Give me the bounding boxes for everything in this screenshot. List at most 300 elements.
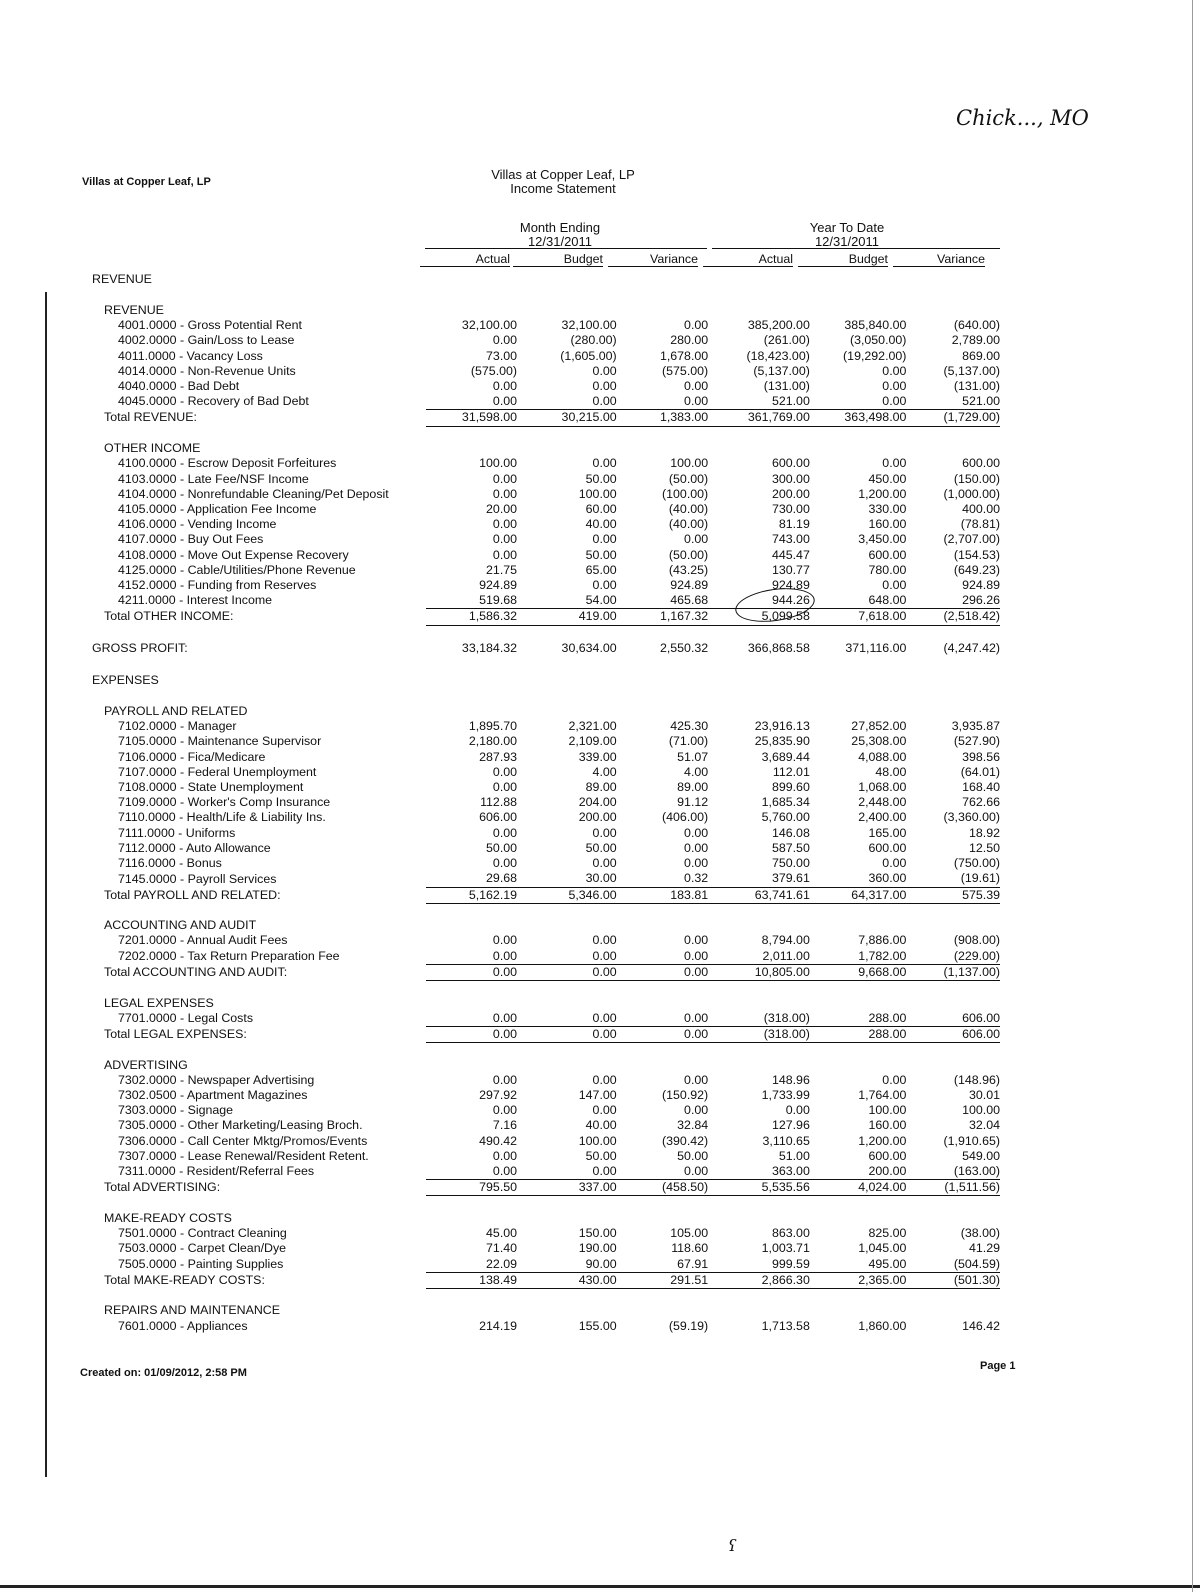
amount-cell: 100.00 (962, 1103, 1000, 1118)
amount-cell: 67.91 (677, 1256, 709, 1271)
table-row (88, 933, 1000, 948)
amount-cell: 780.00 (868, 562, 907, 577)
amount-cell: 40.00 (585, 517, 617, 532)
amount-cell: 3,935.87 (951, 719, 1000, 734)
table-row (88, 593, 1000, 609)
amount-cell: 31,598.00 (426, 410, 518, 426)
amount-cell: (1,137.00) (906, 964, 1000, 980)
account-label: 7311.0000 - Resident/Referral Fees (118, 1164, 315, 1179)
table-row (88, 364, 1000, 379)
amount-cell: (40.00) (668, 501, 709, 516)
account-label: 4002.0000 - Gain/Loss to Lease (118, 333, 295, 348)
amount-cell: 12.50 (968, 840, 1000, 855)
table-row (88, 1164, 1000, 1180)
amount-cell: 214.19 (479, 1318, 518, 1333)
table-row (88, 487, 1000, 502)
amount-cell: 825.00 (868, 1226, 907, 1241)
table-row (88, 871, 1000, 887)
table-row (88, 1241, 1000, 1256)
amount-cell: 0.00 (592, 933, 617, 948)
amount-cell: 1,200.00 (858, 1133, 907, 1148)
amount-cell: 3,110.65 (762, 1133, 810, 1148)
account-label: 7302.0500 - Apartment Magazines (118, 1088, 308, 1103)
amount-cell: 0.00 (517, 964, 617, 980)
account-label: 7201.0000 - Annual Audit Fees (118, 933, 288, 948)
amount-cell: (50.00) (668, 547, 709, 562)
amount-cell: 0.00 (492, 764, 518, 779)
amount-cell: (131.00) (763, 379, 810, 394)
amount-cell: 2,400.00 (858, 810, 907, 825)
amount-cell: (40.00) (668, 517, 709, 532)
amount-cell: 363,498.00 (810, 410, 907, 426)
amount-cell: 21.75 (486, 562, 518, 577)
amount-cell: 148.96 (771, 1072, 810, 1087)
amount-cell: 100.00 (479, 456, 518, 471)
amount-cell: 3,689.44 (761, 749, 810, 764)
amount-cell: 0.00 (684, 394, 709, 409)
amount-cell: 30,634.00 (561, 640, 617, 655)
amount-cell: 0.00 (785, 1103, 810, 1118)
amount-cell: 48.00 (875, 764, 907, 779)
amount-cell: 549.00 (962, 1148, 1000, 1163)
total-label: Total OTHER INCOME: (104, 609, 234, 624)
table-row (88, 394, 1000, 410)
table-row (88, 1011, 1000, 1027)
amount-cell: 0.00 (684, 1010, 709, 1025)
amount-cell: 398.56 (962, 749, 1000, 764)
table-row (88, 1226, 1000, 1241)
table-row (88, 532, 1000, 547)
amount-cell: 924.89 (479, 577, 518, 592)
amount-cell: (163.00) (953, 1164, 1000, 1179)
amount-cell: 8,794.00 (761, 933, 810, 948)
amount-cell: 300.00 (771, 471, 810, 486)
amount-cell: 0.00 (684, 933, 709, 948)
amount-cell: 0.00 (592, 456, 617, 471)
amount-cell: 0.00 (492, 532, 518, 547)
amount-cell: 0.00 (684, 1103, 709, 1118)
amount-cell: (38.00) (960, 1226, 1000, 1241)
amount-cell: 0.00 (426, 1026, 518, 1042)
account-label: 7306.0000 - Call Center Mktg/Promos/Events (118, 1133, 368, 1148)
amount-cell: 2,180.00 (468, 734, 518, 749)
amount-cell: 138.49 (426, 1272, 518, 1288)
section-label: REVENUE (92, 271, 152, 286)
amount-cell: 363.00 (771, 1164, 810, 1179)
table-row (88, 1118, 1000, 1133)
ytd-date: 12/31/2011 (814, 234, 880, 249)
month-header-rule (425, 248, 707, 249)
amount-cell: 280.00 (670, 333, 709, 348)
empty-cell (426, 303, 1000, 318)
table-row (88, 856, 1000, 871)
amount-cell: (19.61) (960, 871, 1000, 886)
amount-cell: 490.42 (479, 1133, 518, 1148)
amount-cell: (150.00) (953, 471, 1000, 486)
amount-cell: 287.93 (479, 749, 518, 764)
amount-cell: 0.00 (592, 532, 617, 547)
col-variance-month: Variance (608, 252, 698, 267)
table-row (88, 750, 1000, 765)
amount-cell: 0.00 (882, 1072, 907, 1087)
total-row (88, 1272, 1000, 1288)
amount-cell: (229.00) (953, 948, 1000, 963)
table-row (88, 949, 1000, 965)
table-row (88, 333, 1000, 348)
amount-cell: (318.00) (708, 1026, 810, 1042)
amount-cell: (458.50) (617, 1180, 709, 1196)
amount-cell: 0.00 (882, 379, 907, 394)
amount-cell: 379.61 (771, 871, 810, 886)
amount-cell: 1,782.00 (858, 948, 907, 963)
amount-cell: 0.00 (882, 363, 907, 378)
table-row (88, 456, 1000, 471)
account-label: 4040.0000 - Bad Debt (118, 379, 240, 394)
empty-cell (426, 704, 1000, 719)
account-label: 4014.0000 - Non-Revenue Units (118, 363, 296, 378)
table-row (88, 810, 1000, 825)
account-label: 4211.0000 - Interest Income (118, 593, 273, 608)
amount-cell: 385,200.00 (747, 318, 810, 333)
grand-row (88, 640, 1000, 657)
amount-cell: 1,586.32 (426, 609, 518, 625)
spacer-cell (88, 1288, 1000, 1303)
col-budget-month: Budget (513, 252, 603, 267)
amount-cell: 600.00 (868, 547, 907, 562)
total-label: Total PAYROLL AND RELATED: (104, 887, 281, 902)
amount-cell: (2,707.00) (943, 532, 1000, 547)
amount-cell: 606.00 (479, 810, 518, 825)
amount-cell: 944.26 (771, 593, 810, 608)
scan-right-edge (1192, 0, 1193, 1592)
amount-cell: 1,733.99 (761, 1088, 810, 1103)
amount-cell: 150.00 (578, 1226, 617, 1241)
amount-cell: 2,550.32 (659, 640, 709, 655)
amount-cell: 50.00 (486, 840, 518, 855)
amount-cell: (280.00) (570, 333, 617, 348)
account-label: 7601.0000 - Appliances (118, 1318, 248, 1333)
amount-cell: 1,685.34 (761, 795, 810, 810)
amount-cell: 2,011.00 (762, 948, 810, 963)
empty-cell (426, 1211, 1000, 1226)
amount-cell: 65.00 (585, 562, 617, 577)
amount-cell: 1,895.70 (468, 719, 518, 734)
amount-cell: 91.12 (677, 795, 709, 810)
amount-cell: (5,137.00) (753, 363, 810, 378)
amount-cell: 33,184.32 (461, 640, 518, 655)
section-row (88, 271, 1000, 288)
handwritten-note: Chick..., MO (956, 106, 1089, 130)
account-label: 7108.0000 - State Unemployment (118, 780, 304, 795)
amount-cell: (148.96) (953, 1072, 1000, 1087)
amount-cell: 0.00 (684, 318, 709, 333)
ytd-group-label: Year To Date (809, 220, 885, 235)
amount-cell: 743.00 (771, 532, 810, 547)
amount-cell: (19,292.00) (843, 348, 907, 363)
amount-cell: 168.40 (962, 780, 1000, 795)
amount-cell: 160.00 (868, 1118, 907, 1133)
amount-cell: 165.00 (868, 825, 907, 840)
amount-cell: 1,678.00 (659, 348, 709, 363)
spacer-row (88, 426, 1000, 441)
amount-cell: (3,360.00) (943, 810, 1000, 825)
amount-cell: (750.00) (953, 856, 1000, 871)
spacer-cell (88, 625, 1000, 640)
account-label: 4106.0000 - Vending Income (118, 517, 277, 532)
amount-cell: 0.00 (492, 517, 518, 532)
amount-cell: (2,518.42) (906, 609, 1000, 625)
amount-cell: 32,100.00 (561, 318, 617, 333)
spacer-row (88, 625, 1000, 640)
amount-cell: 2,866.30 (708, 1272, 810, 1288)
table-row (88, 841, 1000, 856)
amount-cell: 521.00 (962, 394, 1000, 409)
spacer-cell (88, 288, 1000, 303)
table-row (88, 780, 1000, 795)
amount-cell: 50.00 (585, 547, 617, 562)
table-row (88, 379, 1000, 394)
amount-cell: (18,423.00) (746, 348, 810, 363)
amount-cell: 3,450.00 (858, 532, 907, 547)
account-label: 4125.0000 - Cable/Utilities/Phone Revenue (118, 562, 356, 577)
amount-cell: 30,215.00 (517, 410, 617, 426)
amount-cell: 0.00 (592, 394, 617, 409)
empty-cell (426, 918, 1000, 933)
amount-cell: (575.00) (662, 363, 709, 378)
account-label: 7145.0000 - Payroll Services (118, 871, 277, 886)
total-row (88, 609, 1000, 625)
spacer-row (88, 1288, 1000, 1303)
table-row (88, 734, 1000, 749)
amount-cell: 50.00 (677, 1148, 709, 1163)
amount-cell: 1,860.00 (858, 1318, 907, 1333)
scan-margin-line (45, 292, 47, 1477)
amount-cell: 606.00 (906, 1026, 1000, 1042)
amount-cell: 999.59 (771, 1256, 810, 1271)
table-row (88, 318, 1000, 333)
col-budget-ytd: Budget (798, 252, 888, 267)
empty-cell (426, 1303, 1000, 1318)
amount-cell: 425.30 (670, 719, 709, 734)
amount-cell: 0.00 (492, 486, 518, 501)
amount-cell: 0.00 (684, 532, 709, 547)
amount-cell: (78.81) (960, 517, 1000, 532)
amount-cell: 204.00 (578, 795, 617, 810)
spacer-cell (88, 426, 1000, 441)
amount-cell: 1,045.00 (858, 1241, 907, 1256)
amount-cell: 7,618.00 (810, 609, 907, 625)
amount-cell: 0.00 (684, 856, 709, 871)
amount-cell: 29.68 (486, 871, 518, 886)
amount-cell: 587.50 (771, 840, 810, 855)
amount-cell: 118.60 (671, 1241, 709, 1256)
amount-cell: 18.92 (968, 825, 1000, 840)
amount-cell: 360.00 (868, 871, 907, 886)
amount-cell: (640.00) (953, 318, 1000, 333)
amount-cell: 1,003.71 (761, 1241, 810, 1256)
amount-cell: 0.00 (492, 780, 518, 795)
table-row (88, 719, 1000, 734)
amount-cell: 600.00 (962, 456, 1000, 471)
amount-cell: (150.92) (662, 1088, 709, 1103)
amount-cell: 89.00 (585, 780, 617, 795)
sub-row (88, 1211, 1000, 1226)
amount-cell: 1,764.00 (858, 1088, 907, 1103)
amount-cell: 366,868.58 (747, 640, 810, 655)
amount-cell: 5,099.58 (708, 609, 810, 625)
amount-cell: 32.04 (968, 1118, 1000, 1133)
amount-cell: (50.00) (668, 471, 709, 486)
amount-cell: 100.00 (670, 456, 709, 471)
amount-cell: 25,835.90 (754, 734, 810, 749)
amount-cell: 0.00 (882, 394, 907, 409)
amount-cell: (527.90) (953, 734, 1000, 749)
amount-cell: 0.00 (684, 1072, 709, 1087)
amount-cell: 2,365.00 (810, 1272, 907, 1288)
amount-cell: 64,317.00 (810, 887, 907, 903)
account-label: 7701.0000 - Legal Costs (118, 1010, 254, 1025)
table-row (88, 795, 1000, 810)
spacer-row (88, 657, 1000, 672)
table-row (88, 826, 1000, 841)
account-label: 7111.0000 - Uniforms (118, 825, 236, 840)
sub-row (88, 996, 1000, 1011)
amount-cell: 445.47 (771, 547, 810, 562)
amount-cell: 419.00 (517, 609, 617, 625)
amount-cell: 0.00 (492, 471, 518, 486)
section-label: EXPENSES (92, 672, 159, 687)
amount-cell: 127.96 (771, 1118, 810, 1133)
amount-cell: 575.39 (906, 887, 1000, 903)
scan-bottom-edge (0, 1585, 1200, 1588)
amount-cell: (3,050.00) (849, 333, 907, 348)
amount-cell: 0.32 (684, 871, 709, 886)
amount-cell: 0.00 (684, 379, 709, 394)
amount-cell: 71.40 (486, 1241, 518, 1256)
table-row (88, 472, 1000, 487)
amount-cell: 100.00 (578, 1133, 617, 1148)
amount-cell: 147.00 (578, 1088, 617, 1103)
amount-cell: 0.00 (882, 856, 907, 871)
spacer-cell (88, 903, 1000, 918)
amount-cell: 0.00 (492, 825, 518, 840)
sub-label: MAKE-READY COSTS (104, 1210, 232, 1225)
amount-cell: (406.00) (662, 810, 709, 825)
amount-cell: 0.00 (492, 933, 518, 948)
amount-cell: 51.07 (677, 749, 709, 764)
table-row (88, 765, 1000, 780)
amount-cell: 600.00 (771, 456, 810, 471)
sub-row (88, 704, 1000, 719)
amount-cell: 54.00 (585, 593, 617, 608)
amount-cell: 155.00 (578, 1318, 617, 1333)
total-label: Total REVENUE: (104, 410, 197, 425)
spacer-row (88, 288, 1000, 303)
total-row (88, 964, 1000, 980)
col-variance-ytd: Variance (893, 252, 985, 267)
amount-cell: 0.00 (492, 547, 518, 562)
amount-cell: 200.00 (578, 810, 617, 825)
account-label: 7303.0000 - Signage (118, 1103, 234, 1118)
amount-cell: 795.50 (426, 1180, 518, 1196)
amount-cell: 0.00 (592, 363, 617, 378)
amount-cell: 296.26 (962, 593, 1000, 608)
amount-cell: 1,713.58 (761, 1318, 810, 1333)
amount-cell: 0.00 (492, 856, 518, 871)
amount-cell: 2,448.00 (858, 795, 907, 810)
amount-cell: 0.00 (492, 1103, 518, 1118)
amount-cell: 0.00 (492, 1148, 518, 1163)
table-row (88, 1149, 1000, 1164)
amount-cell: 0.00 (492, 379, 518, 394)
amount-cell: 899.60 (771, 780, 810, 795)
spacer-row (88, 1043, 1000, 1058)
table-row (88, 548, 1000, 563)
month-date: 12/31/2011 (527, 234, 593, 249)
amount-cell: 924.89 (670, 577, 709, 592)
col-actual-ytd: Actual (703, 252, 793, 267)
account-label: 4152.0000 - Funding from Reserves (118, 577, 317, 592)
sub-label: REVENUE (104, 303, 164, 317)
spacer-cell (88, 689, 1000, 704)
spacer-row (88, 903, 1000, 918)
account-label: 4105.0000 - Application Fee Income (118, 501, 317, 516)
account-label: 7106.0000 - Fica/Medicare (118, 749, 266, 764)
amount-cell: 200.00 (771, 486, 810, 501)
amount-cell: 20.00 (486, 501, 518, 516)
table-row (88, 1257, 1000, 1273)
amount-cell: 0.00 (426, 964, 518, 980)
amount-cell: (908.00) (953, 933, 1000, 948)
amount-cell: 4.00 (684, 764, 709, 779)
amount-cell: 146.08 (771, 825, 810, 840)
amount-cell: 606.00 (962, 1010, 1000, 1025)
amount-cell: (1,000.00) (943, 486, 1000, 501)
amount-cell: 863.00 (771, 1226, 810, 1241)
amount-cell: 23,916.13 (754, 719, 810, 734)
amount-cell: 130.77 (771, 562, 810, 577)
spacer-row (88, 981, 1000, 996)
table-row (88, 502, 1000, 517)
table-row (88, 349, 1000, 364)
account-label: 4108.0000 - Move Out Expense Recovery (118, 547, 349, 562)
amount-cell: 361,769.00 (708, 410, 810, 426)
amount-cell: 0.00 (592, 1164, 617, 1179)
amount-cell: 0.00 (517, 1026, 617, 1042)
account-label: 7501.0000 - Contract Cleaning (118, 1226, 287, 1241)
spacer-row (88, 689, 1000, 704)
amount-cell: 1,068.00 (858, 780, 907, 795)
amount-cell: 146.42 (962, 1318, 1000, 1333)
amount-cell: 762.66 (962, 795, 1000, 810)
page-number: Page 1 (980, 1360, 1016, 1372)
spacer-cell (88, 1196, 1000, 1211)
table-row (88, 563, 1000, 578)
sub-row (88, 1058, 1000, 1073)
amount-cell: 648.00 (868, 593, 907, 608)
account-label: 7202.0000 - Tax Return Preparation Fee (118, 948, 340, 963)
amount-cell: 73.00 (486, 348, 518, 363)
sub-label: LEGAL EXPENSES (104, 995, 214, 1010)
ytd-header (787, 221, 907, 249)
company-title: Villas at Copper Leaf, LP (491, 167, 635, 182)
amount-cell: 100.00 (868, 1103, 907, 1118)
amount-cell: 25,308.00 (851, 734, 907, 749)
sub-row (88, 918, 1000, 933)
total-row (88, 410, 1000, 426)
account-label: 7307.0000 - Lease Renewal/Resident Retent. (118, 1148, 369, 1163)
amount-cell: 0.00 (592, 577, 617, 592)
